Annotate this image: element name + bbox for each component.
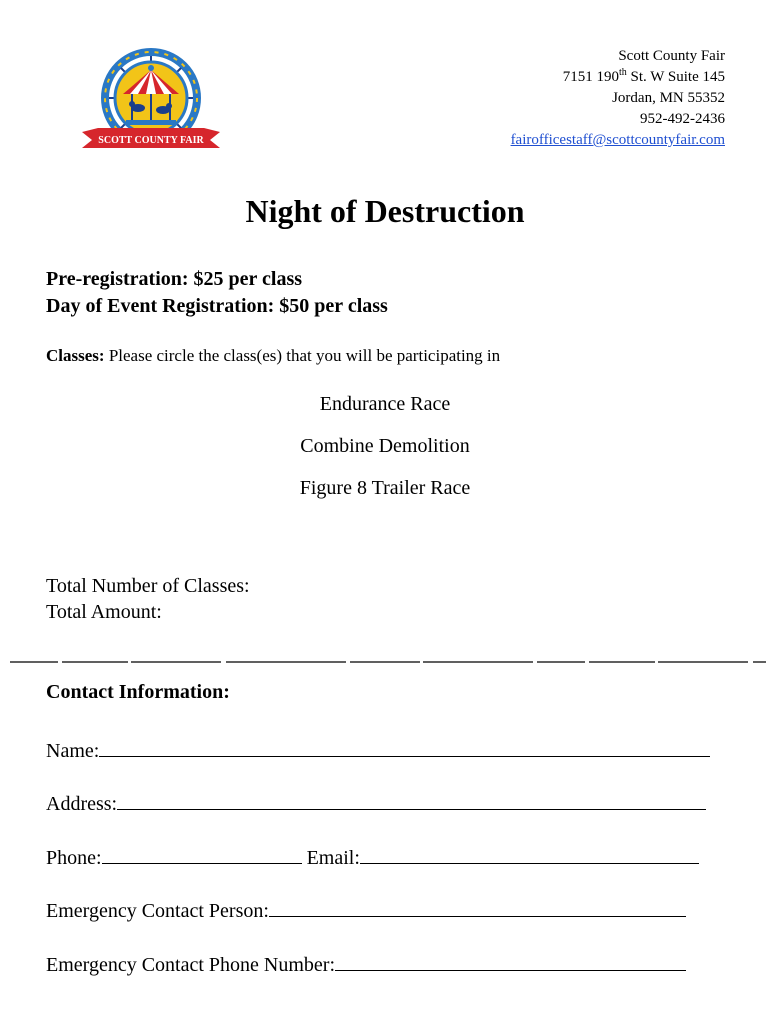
page-title: Night of Destruction [245,193,525,229]
name-input-line[interactable] [99,736,710,757]
day-of-event-fee: Day of Event Registration: $50 per class [46,295,388,317]
emergency-contact-person-label: Emergency Contact Person: [46,900,269,922]
email-link-wrap [511,130,725,151]
email-link[interactable]: fairofficestaff@scottcountyfair.com [510,132,725,148]
class-option-combine-demolition[interactable]: Combine Demolition [300,435,470,457]
street-address: 7151 190th St. W Suite 145 [562,67,725,85]
total-amount-label: Total Amount: [46,601,162,623]
class-option-endurance-race[interactable]: Endurance Race [319,393,451,415]
class-option-figure-8-trailer-race[interactable]: Figure 8 Trailer Race [299,477,471,499]
phone-number: 952-492-2436 [640,111,725,127]
org-name: Scott County Fair [618,48,725,64]
phone-input-line[interactable] [102,843,302,864]
email-input-line[interactable] [360,843,699,864]
emergency-contact-phone-field [46,950,686,976]
pre-registration-fee: Pre-registration: $25 per class [46,268,303,290]
phone-label: Phone: [46,847,102,869]
total-number-of-classes-label: Total Number of Classes: [46,575,250,597]
name-field [46,736,710,762]
logo-banner-text: SCOTT COUNTY FAIR [98,135,204,146]
classes-label: Classes: [46,346,105,365]
emergency-contact-person-input-line[interactable] [269,896,686,917]
email-label: Email: [306,847,360,869]
classes-instruction: Classes: Please circle the class(es) that you will be participating in [46,346,501,365]
section-divider [10,660,766,664]
address-label: Address: [46,793,118,815]
scott-county-fair-logo [78,48,224,158]
phone-email-row [46,843,699,869]
city-line: Jordan, MN 55352 [612,90,725,106]
address-input-line[interactable] [117,789,706,810]
emergency-contact-phone-label: Emergency Contact Phone Number: [46,954,336,976]
address-field [46,789,706,815]
contact-information-heading: Contact Information: [46,681,230,703]
emergency-contact-person-field [46,896,686,922]
emergency-contact-phone-input-line[interactable] [335,950,686,971]
name-label: Name: [46,740,100,762]
